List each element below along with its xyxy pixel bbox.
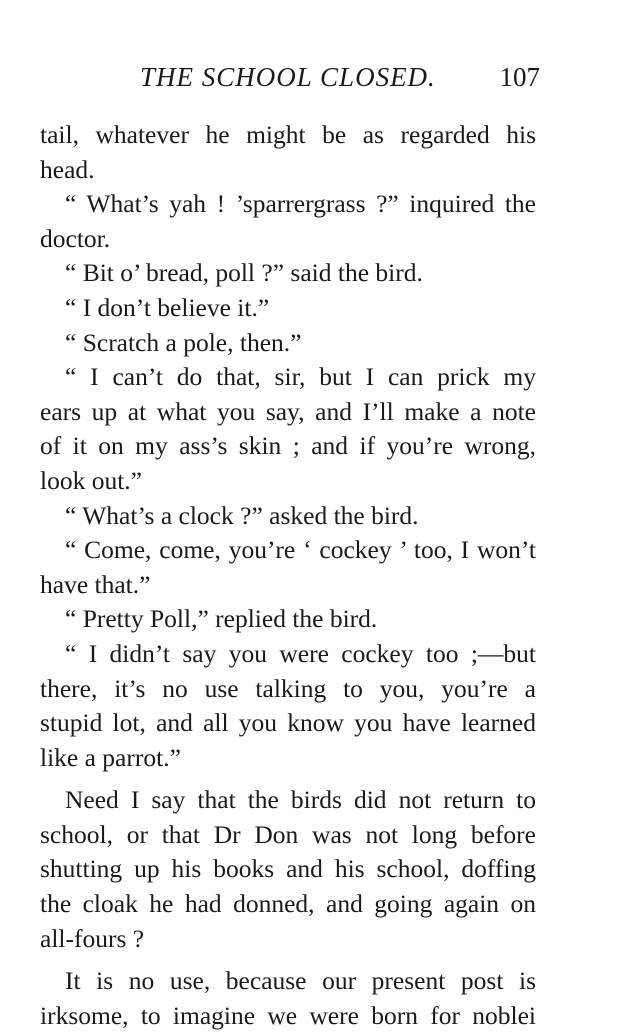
- text-line: all-fours ?: [40, 923, 145, 953]
- text-line: “ Scratch a pole, then.”: [65, 327, 302, 357]
- text-line: there, it’s no use talking to you, you’re a: [40, 673, 536, 703]
- text-line: It is no use, because our present post is: [65, 966, 536, 996]
- text-line: “ I didn’t say you were cockey too ;—but: [65, 638, 536, 668]
- text-line: irksome, to imagine we were born for noblei: [40, 1000, 536, 1030]
- text-line: stupid lot, and all you know you have learned: [40, 708, 536, 738]
- text-line: the cloak he had donned, and going again on: [40, 889, 536, 919]
- text-line: of it on my ass’s skin ; and if you’re wrong,: [40, 431, 536, 461]
- page-header: [40, 62, 540, 102]
- text-line: “ I can’t do that, sir, but I can prick my: [65, 362, 536, 392]
- page-number: 107: [499, 62, 540, 92]
- text-line: “ Bit o’ bread, poll ?” said the bird.: [65, 258, 423, 288]
- text-line: “ What’s a clock ?” asked the bird.: [65, 500, 419, 530]
- text-line: Need I say that the birds did not return to: [65, 785, 536, 815]
- text-line: tail, whatever he might be as regarded his: [40, 120, 536, 149]
- text-line: have that.”: [40, 569, 151, 599]
- text-line: “ Come, come, you’re ‘ cockey ’ too, I won’t: [65, 535, 536, 565]
- running-title: THE SCHOOL CLOSED.: [140, 62, 436, 92]
- text-line: ears up at what you say, and I’ll make a note: [40, 396, 536, 426]
- text-line: school, or that Dr Don was not long before: [40, 819, 536, 849]
- body-text: [40, 118, 536, 1033]
- text-line: “ Pretty Poll,” replied the bird.: [65, 604, 378, 634]
- text-line: doctor.: [40, 223, 111, 253]
- text-line: look out.”: [40, 465, 142, 495]
- text-line: like a parrot.”: [40, 742, 181, 772]
- text-line: head.: [40, 154, 95, 184]
- text-line: shutting up his books and his school, doffing: [40, 854, 536, 884]
- text-line: “ What’s yah ! ’sparrergrass ?” inquired the: [65, 189, 536, 219]
- text-line: “ I don’t believe it.”: [65, 292, 270, 322]
